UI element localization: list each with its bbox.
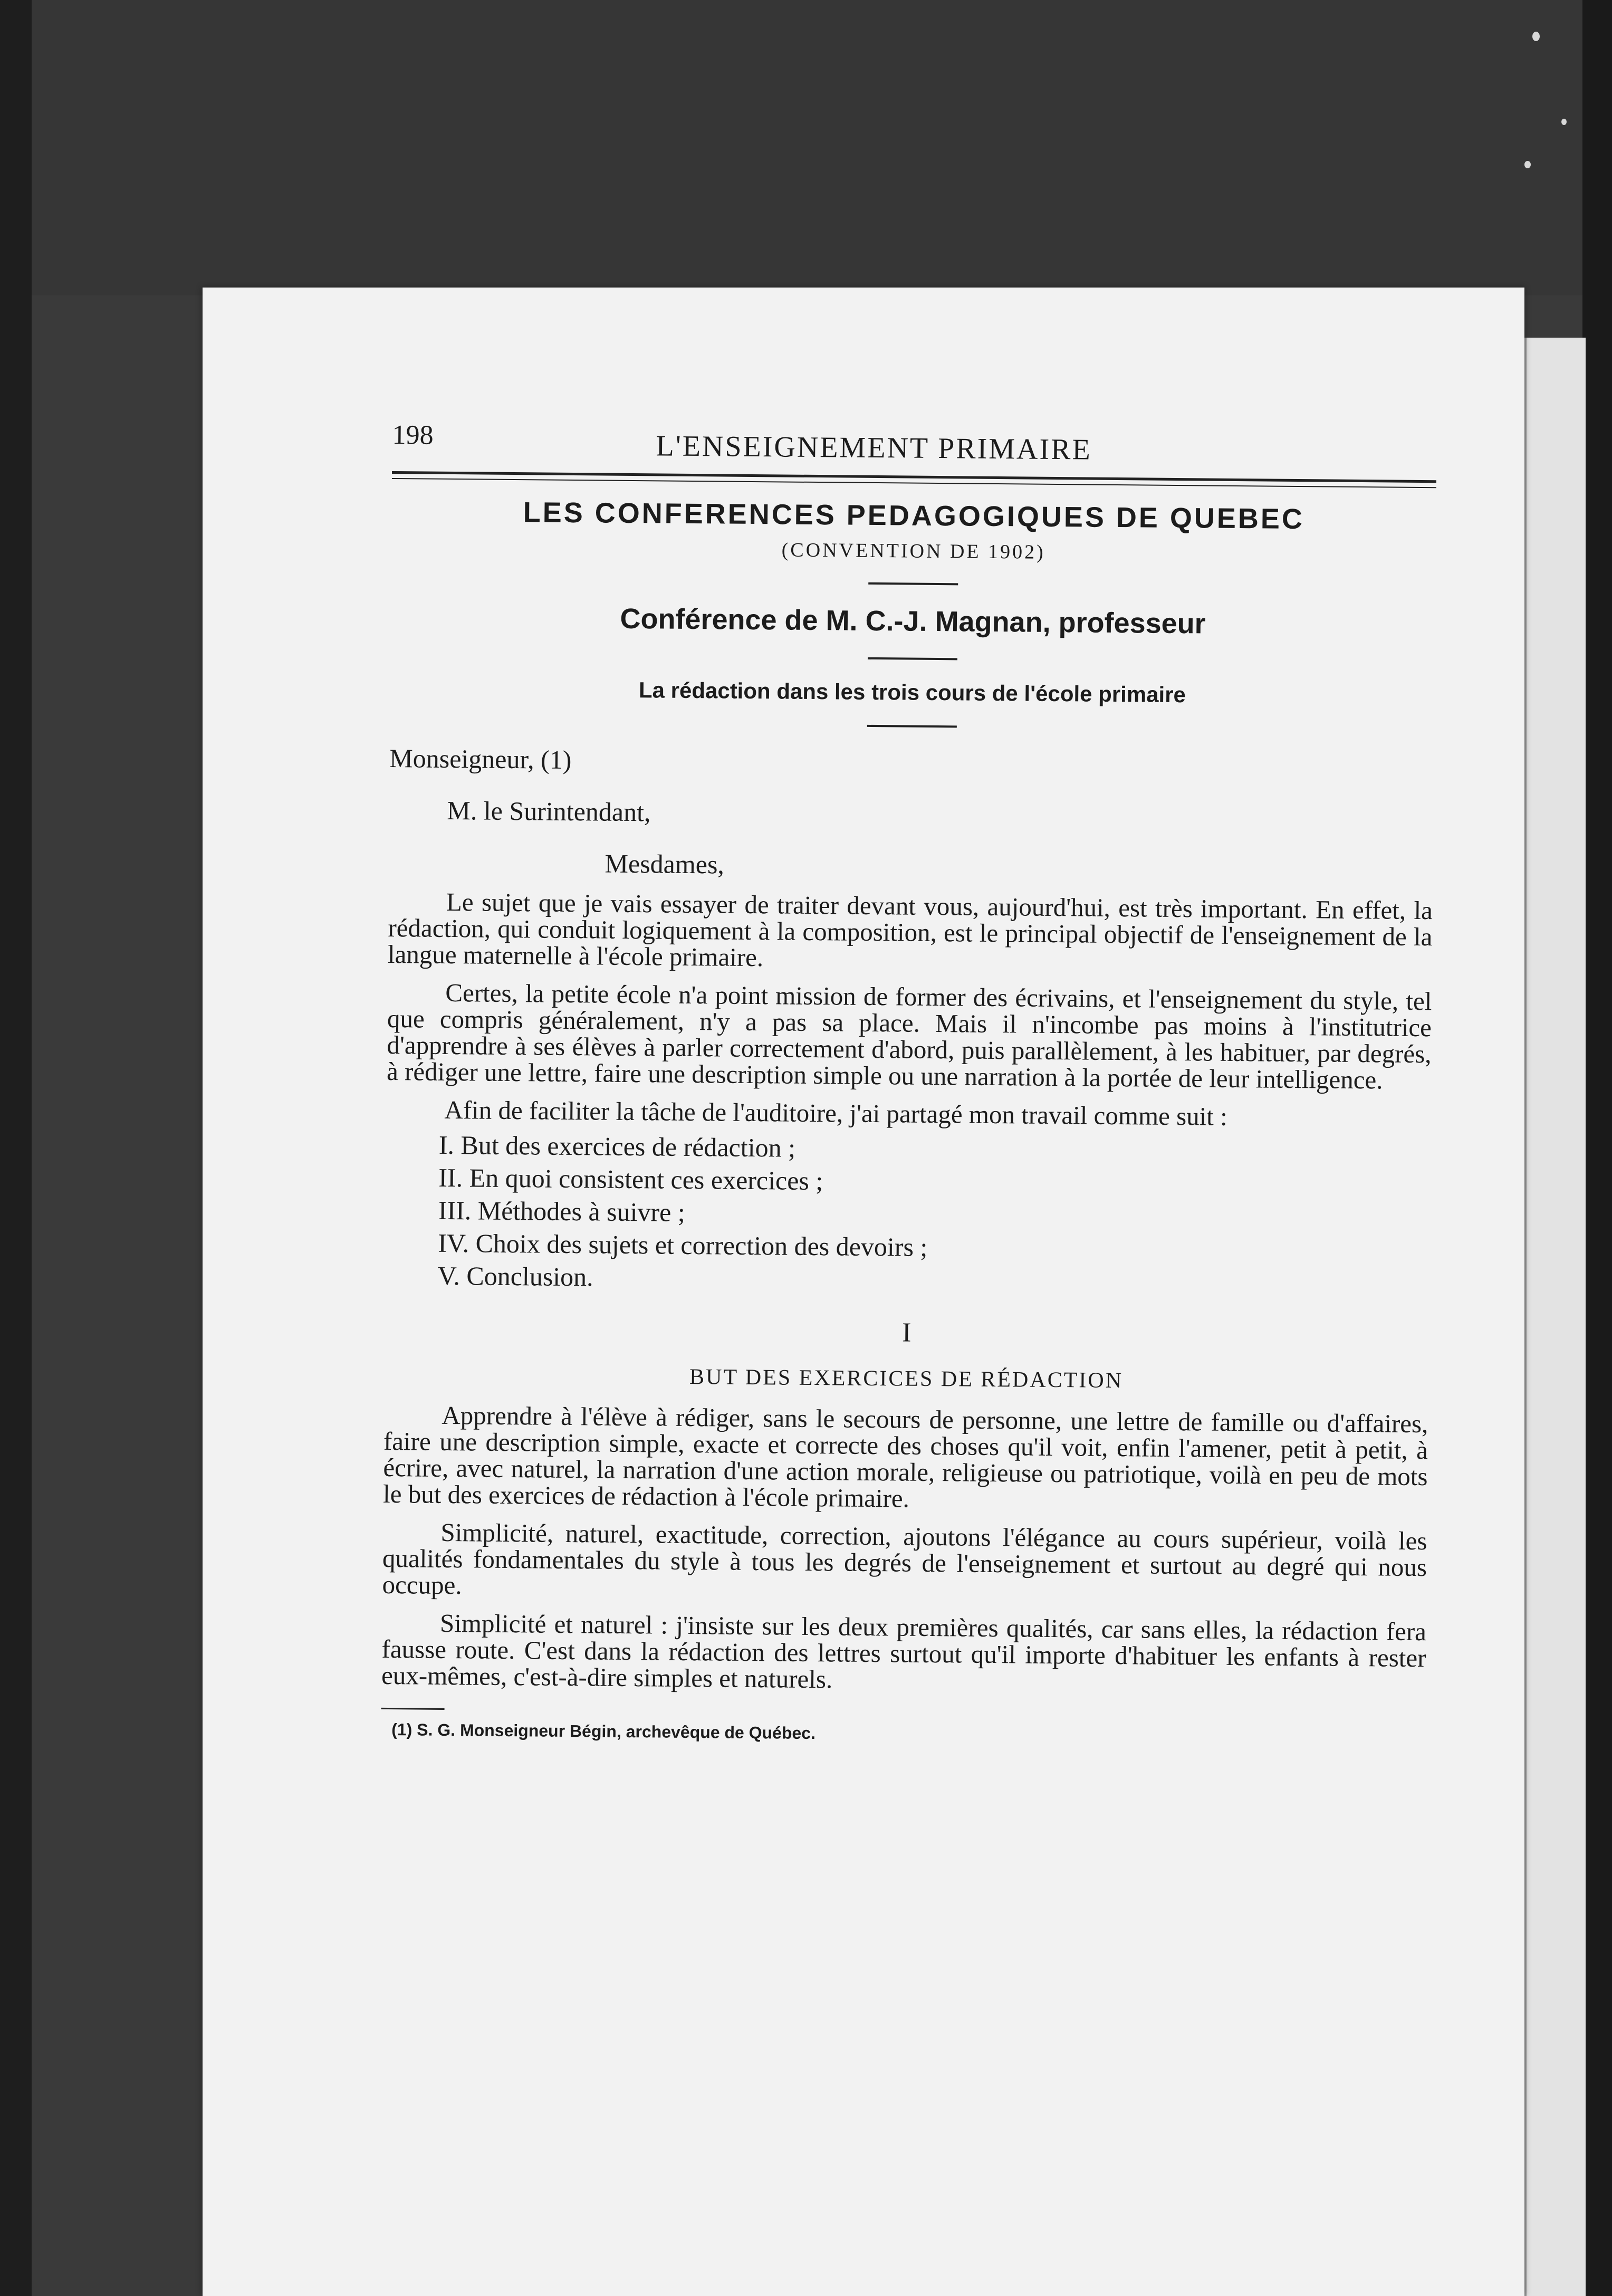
article-title: LES CONFERENCES PEDAGOGIQUES DE QUEBEC: [523, 496, 1305, 535]
scan-background-left: [0, 0, 32, 2296]
page-content: [381, 414, 1437, 1748]
section-paragraph: Simplicité et naturel : j'insiste sur les deux premières qualités, car sans elles, la rédaction fera fausse route. C'est dans la rédaction des lettres surtout qu'il importe d'habituer les enfants à rester eux-mêmes, c'est-à-dire simples et naturels.: [381, 1608, 1427, 1694]
scan-background-top: [0, 0, 1612, 295]
dust-speck: [1524, 161, 1531, 168]
scan-background-right: [1582, 0, 1612, 2296]
running-head: [392, 414, 1437, 471]
page-number: 198: [392, 419, 434, 451]
dust-speck: [1561, 119, 1567, 125]
dust-speck: [1532, 32, 1540, 41]
salutation: M. le Surintendant,: [447, 795, 651, 827]
body-paragraph: Afin de faciliter la tâche de l'auditoire, j'ai partagé mon travail comme suit :: [444, 1095, 1228, 1131]
salutation: Mesdames,: [604, 848, 725, 879]
plan-item: I. But des exercices de rédaction ;: [438, 1130, 796, 1163]
running-title: L'ENSEIGNEMENT PRIMAIRE: [656, 429, 1092, 466]
section-title: BUT DES EXERCICES DE RÉDACTION: [689, 1364, 1124, 1393]
divider: [867, 725, 957, 728]
footnote-rule: [381, 1708, 445, 1710]
lecture-title: Conférence de M. C.-J. Magnan, professeur: [620, 602, 1206, 640]
plan-item: IV. Choix des sujets et correction des devoirs ;: [438, 1228, 928, 1262]
document-page: [203, 288, 1524, 2296]
section-paragraph: Simplicité, naturel, exactitude, correction, ajoutons l'élégance au cours supérieur, voilà les qualités fondamentales du style à tous les degrés de l'enseignement et surtout au degré qui nous occupe.: [382, 1517, 1427, 1600]
section-numeral: I: [901, 1317, 911, 1348]
topic-title: La rédaction dans les trois cours de l'école primaire: [638, 677, 1186, 707]
footnote: (1) S. G. Monseigneur Bégin, archevêque de Québec.: [391, 1720, 816, 1743]
article-subtitle: (CONVENTION DE 1902): [781, 539, 1045, 563]
salutation: Monseigneur, (1): [389, 743, 572, 774]
section-paragraph: Apprendre à l'élève à rédiger, sans le secours de personne, une lettre de famille ou d'affaires, faire une description simple, exacte et correcte des choses qu'il voit, enfin l'amener, petit à petit, à écrire, avec naturel, la narration d'une action morale, religieuse ou patriotique, voilà en peu de mots le but des exercices de rédaction à l'école primaire.: [382, 1400, 1428, 1513]
body-paragraph: Le sujet que je vais essayer de traiter devant vous, aujourd'hui, est très important. En effet, la rédaction, qui conduit logiquement à la composition, est le principal objectif de l'enseignement de la langue maternelle à l'école primaire.: [387, 887, 1433, 972]
plan-item: II. En quoi consistent ces exercices ;: [438, 1162, 823, 1196]
body-paragraph: Certes, la petite école n'a point mission de former des écrivains, et l'enseignement du style, tel que compris généralement, n'y a pas sa place. Mais il n'incombe pas moins à l'institutrice d'apprendre à ses élèves à parler correctement d'abord, puis parallèlement, à les habituer, par degrés, à rédiger une lettre, faire une description simple ou une narration à la portée de leur intelligence.: [386, 978, 1432, 1095]
header-double-rule: [392, 471, 1436, 488]
plan-item: V. Conclusion.: [437, 1260, 593, 1292]
divider: [868, 657, 957, 660]
divider: [868, 582, 958, 585]
adjacent-page-edge: [1523, 338, 1586, 2296]
plan-item: III. Méthodes à suivre ;: [438, 1195, 685, 1227]
plan-list: [437, 1128, 1431, 1300]
